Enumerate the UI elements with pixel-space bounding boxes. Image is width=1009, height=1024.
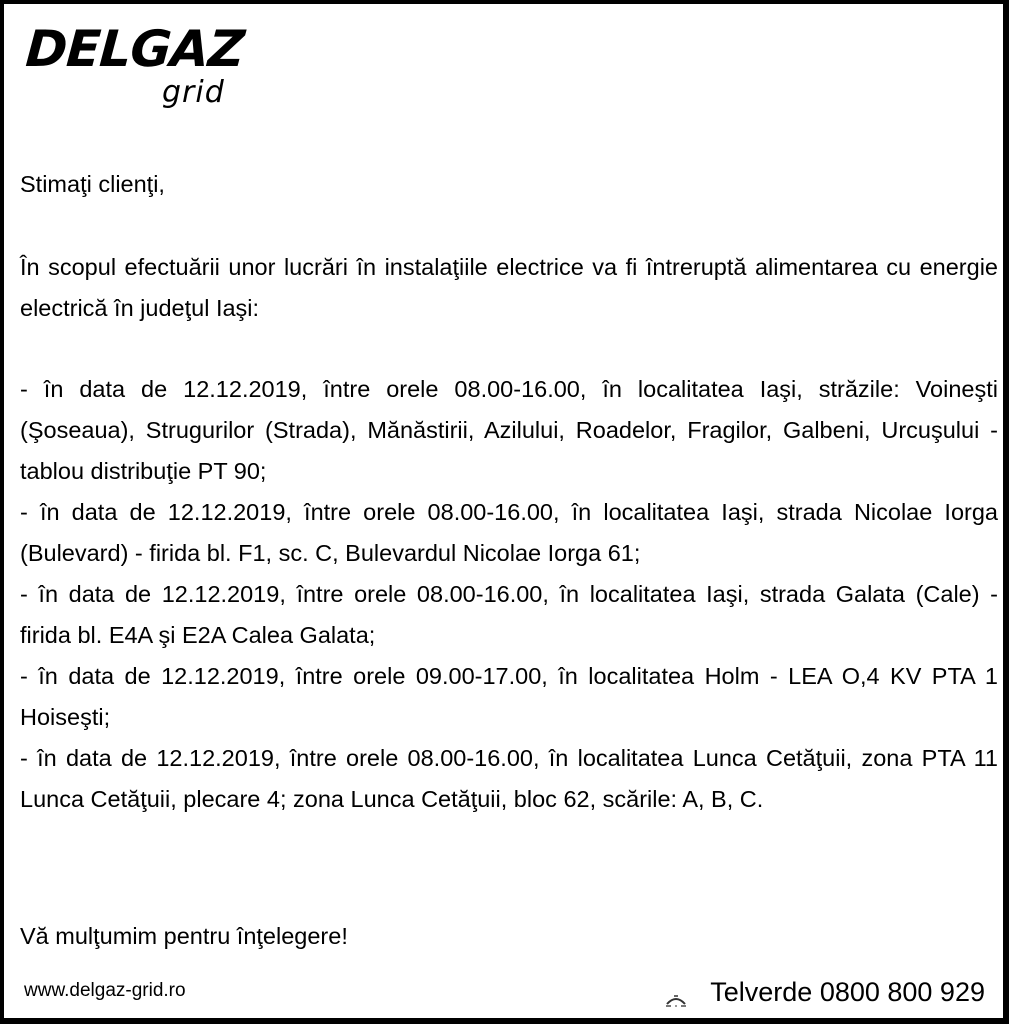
outage-item: - în data de 12.12.2019, între orele 08.00-16.00, în localitatea Lunca Cetăţuii, zona PTA 11 Lunca Cetăţuii, plecare 4; zona Lunca Cetăţuii, bloc 62, scările: A, B, C. (20, 745, 998, 812)
delgaz-grid-logo (23, 20, 246, 110)
outage-item: - în data de 12.12.2019, între orele 09.00-17.00, în localitatea Holm - LEA O,4 KV PTA 1 Hoiseşti; (20, 663, 998, 730)
outage-item: - în data de 12.12.2019, între orele 08.00-16.00, în localitatea Iaşi, strada Galata (Cale) - firida bl. E4A şi E2A Calea Galata; (20, 581, 998, 648)
outage-item: - în data de 12.12.2019, între orele 08.00-16.00, în localitatea Iaşi, strada Nicolae Iorga (Bulevard) - firida bl. F1, sc. C, Bulevardul Nicolae Iorga 61; (20, 499, 998, 566)
logo-brand: DELGAZ (23, 20, 246, 78)
outage-item: - în data de 12.12.2019, între orele 08.00-16.00, în localitatea Iaşi, străzile: Voineşti (Şoseaua), Strugurilor (Strada), Mănăstirii, Azilului, Roadelor, Fragilor, Galbeni, Urcuşului - tablou distribuţie PT 90; (20, 376, 998, 484)
helpline (664, 977, 985, 1008)
logo-subtitle: grid (162, 75, 225, 110)
helpline-number[interactable]: Telverde 0800 800 929 (710, 977, 985, 1007)
phone-icon (664, 985, 688, 1001)
website-link[interactable]: www.delgaz-grid.ro (24, 980, 186, 1001)
thanks-message: Vă mulţumim pentru înţelegere! (20, 923, 348, 949)
intro-paragraph: În scopul efectuării unor lucrări în instalaţiile electrice va fi întreruptă alimentarea cu energie electrică în judeţul Iaşi: (20, 254, 998, 321)
outage-list (20, 369, 998, 820)
greeting: Stimaţi clienţi, (20, 171, 165, 197)
